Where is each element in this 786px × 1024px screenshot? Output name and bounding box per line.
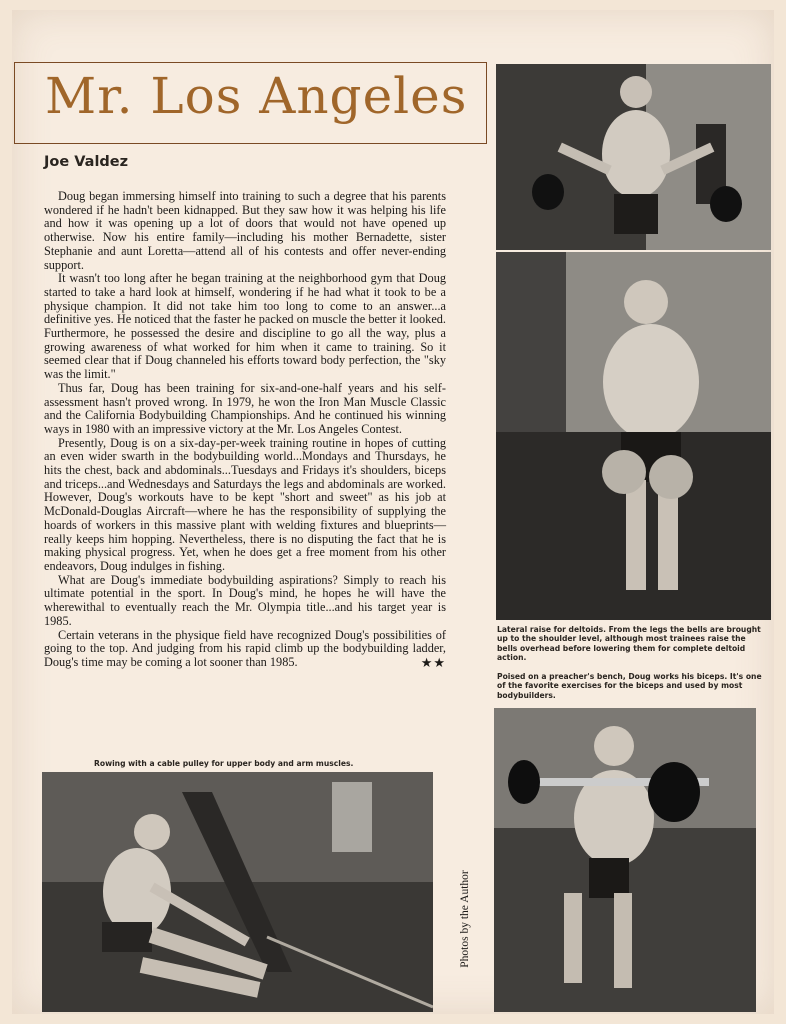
end-mark: ★★ bbox=[420, 654, 446, 670]
photo-lateral-raise bbox=[496, 64, 771, 250]
paragraph-text: Certain veterans in the physique field have recognized Doug's possibilities of going to the top. And judging from his rapid climb up the bodybuilding ladder, Doug's time may be coming a lot sooner than 1985. bbox=[44, 627, 446, 669]
paragraph-last bbox=[44, 629, 446, 670]
caption-preacher-curl: Poised on a preacher's bench, Doug works his biceps. It's one of the favorite exercises for the biceps and used by most bodybuilders. bbox=[497, 672, 762, 700]
photo-credit bbox=[458, 870, 472, 970]
photo-cable-rowing bbox=[42, 772, 433, 1012]
caption-lateral-raise: Lateral raise for deltoids. From the legs the bells are brought up to the shoulder level, although most trainees raise the bells overhead before lowering them for complete deltoid action. bbox=[497, 625, 761, 663]
paragraph: Presently, Doug is on a six-day-per-week training routine in hopes of cutting an even wider swarth in the bodybuilding world...Mondays and Thursdays, he hits the chest, back and abdominals...Tuesdays and Fridays it's shoulders, biceps and triceps...and Wednesdays and Saturdays the legs and abdominals are worked. However, Doug's workouts have to be kept "short and sweet" as his job at McDonald-Douglas Aircraft—where he has the responsibility of supplying the hoards of workers in this massive plant with welding fixtures and blueprints—really keeps him hopping. Nevertheless, there is no disputing the fact that he is making physical progress. Yet, when he does get a free moment from his other endeavors, Doug indulges in fishing. bbox=[44, 435, 446, 573]
photo-dumbbells bbox=[496, 252, 771, 620]
article-title: Mr. Los Angeles bbox=[45, 67, 468, 125]
paragraph: Thus far, Doug has been training for six-and-one-half years and his self-assessment hasn't proved wrong. In 1979, he won the Iron Man Muscle Classic and the California Bodybuilding Championships. And he continued his winning ways in 1980 with an impressive victory at the Mr. Los Angeles Contest. bbox=[44, 380, 446, 436]
caption-rowing: Rowing with a cable pulley for upper body and arm muscles. bbox=[94, 759, 354, 768]
byline: Joe Valdez bbox=[44, 154, 129, 170]
article-body bbox=[44, 190, 446, 670]
paragraph: Doug began immersing himself into training to such a degree that his parents wondered if he hadn't been kidnapped. But they saw how it was helping his life and how it was opening up a lot of doors that would not have opened up otherwise. Now his entire family—including his mother Bernadette, sister Stephanie and aunt Loretta—attend all of his contests and offer never-ending support. bbox=[44, 189, 446, 272]
paragraph: What are Doug's immediate bodybuilding aspirations? Simply to reach his ultimate potential in the sport. In Doug's mind, he hopes he will have the wherewithal to eventually reach the Mr. Olympia title...and his target year is 1985. bbox=[44, 572, 446, 628]
photo-preacher-curl bbox=[494, 708, 756, 1012]
title-box bbox=[14, 62, 487, 144]
paragraph: It wasn't too long after he began training at the neighborhood gym that Doug started to take a hard look at himself, wondering if he had what it took to be a physique champion. It did not take him too long to come to an answer...a definitive yes. He noticed that the faster he packed on muscle the better it looked. Furthermore, he possessed the desire and discipline to go all the way, plus a growing awareness of what worked for him when it came to training. So it seemed clear that if Doug channeled his efforts toward body perfection, the "sky was the limit." bbox=[44, 271, 446, 382]
photo-credit-text: Photos by the Author bbox=[459, 870, 471, 968]
